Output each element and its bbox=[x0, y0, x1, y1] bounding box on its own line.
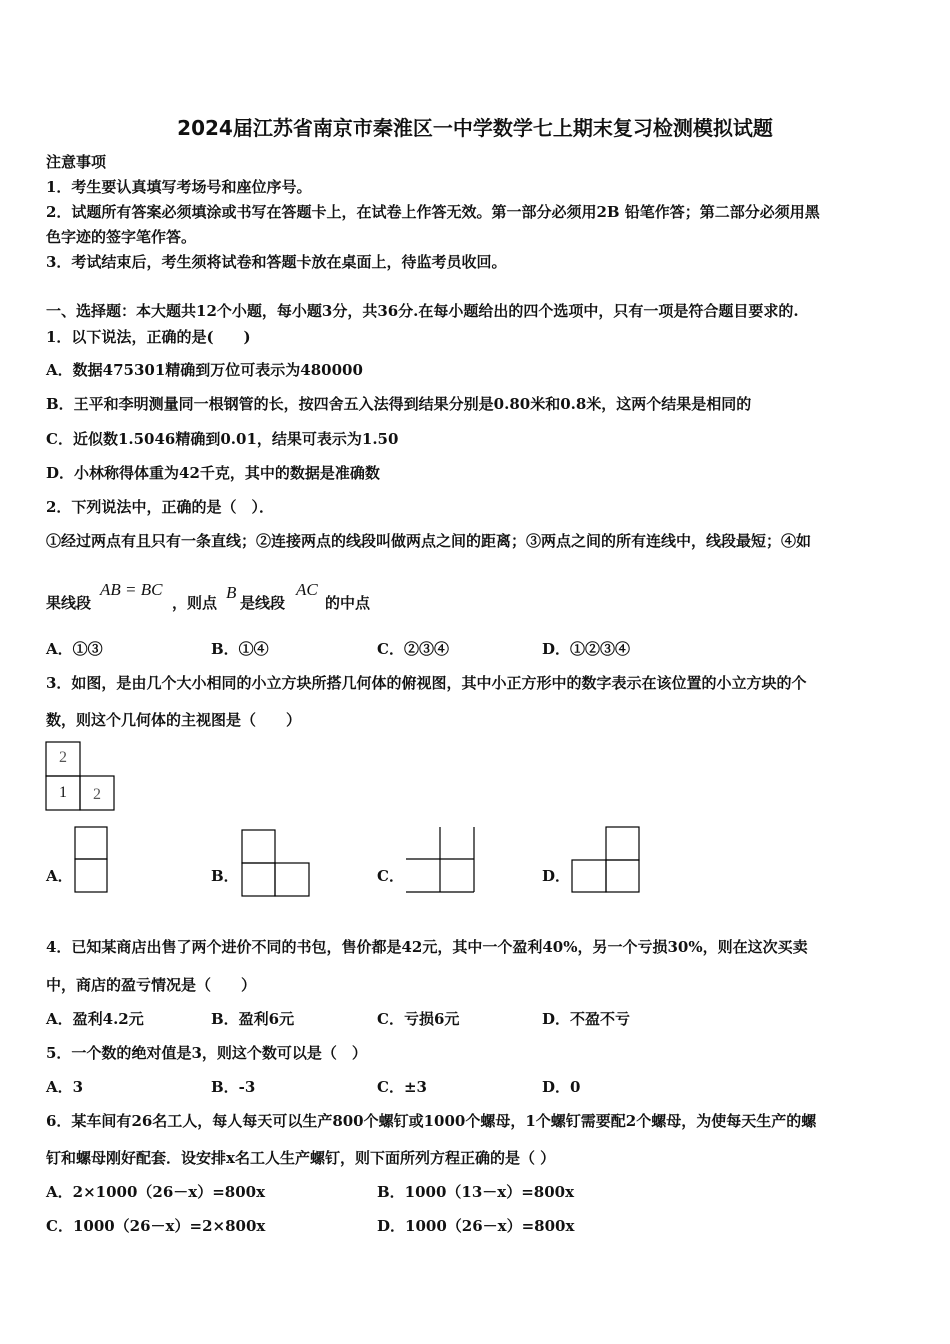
q3-option-b: B． bbox=[211, 867, 239, 885]
q6-option-d: D．1000（26－x）=800x bbox=[377, 1217, 575, 1235]
q5-option-b: B．-3 bbox=[211, 1078, 256, 1096]
q3-option-d: D． bbox=[542, 867, 571, 885]
math-ab-eq-bc: AB = BC bbox=[100, 580, 163, 599]
q6-option-a: A．2×1000（26－x）=800x bbox=[46, 1183, 266, 1201]
page-title: 2024届江苏省南京市秦淮区一中学数学七上期末复习检测模拟试题 bbox=[177, 116, 773, 140]
grid-cell-number: 1 bbox=[59, 784, 67, 801]
q2-option-c: C．②③④ bbox=[377, 640, 449, 658]
q2-option-d: D．①②③④ bbox=[542, 640, 631, 658]
q3-stem-line2: 数，则这个几何体的主视图是（ ） bbox=[46, 711, 302, 729]
notice-item: 3．考试结束后，考生须将试卷和答题卡放在桌面上，待监考员收回。 bbox=[46, 253, 507, 271]
q4-option-c: C．亏损6元 bbox=[377, 1010, 460, 1028]
q4-option-a: A．盈利4.2元 bbox=[46, 1010, 144, 1028]
q6-stem-line2: 钉和螺母刚好配套．设安排x名工人生产螺钉，则下面所列方程正确的是（ ） bbox=[46, 1149, 556, 1167]
q5-option-a: A．3 bbox=[46, 1078, 84, 1096]
grid-cell-number: 2 bbox=[59, 749, 67, 766]
q4-stem-line1: 4．已知某商店出售了两个进价不同的书包，售价都是42元，其中一个盈利40%，另一个亏损30%，则在这次买卖 bbox=[46, 938, 808, 956]
q2-stem: 2．下列说法中，正确的是（ ）． bbox=[46, 498, 274, 516]
q2-line2-d: 的中点 bbox=[325, 594, 371, 612]
q2-option-b: B．①④ bbox=[211, 640, 269, 658]
q3-option-a: A． bbox=[46, 867, 73, 885]
q6-stem-line1: 6．某车间有26名工人，每人每天可以生产800个螺钉或1000个螺母，1个螺钉需要配2个螺母，为使每天生产的螺 bbox=[46, 1112, 817, 1130]
q2-line2-c: 是线段 bbox=[240, 594, 286, 612]
q3-stem-line1: 3．如图，是由几个大小相同的小立方块所搭几何体的俯视图，其中小正方形中的数字表示在该位置的小立方块的个 bbox=[46, 674, 807, 692]
q2-line2-b: ，则点 bbox=[172, 594, 218, 612]
notice-item: 1．考生要认真填写考场号和座位序号。 bbox=[46, 178, 312, 196]
q2-line1: ①经过两点有且只有一条直线；②连接两点的线段叫做两点之间的距离；③两点之间的所有连线中，线段最短；④如 bbox=[46, 532, 812, 550]
q5-option-c: C．±3 bbox=[377, 1078, 427, 1096]
q1-option-b: B．王平和李明测量同一根钢管的长，按四舍五入法得到结果分别是0.80米和0.8米，这两个结果是相同的 bbox=[46, 395, 752, 413]
q4-option-b: B．盈利6元 bbox=[211, 1010, 295, 1028]
q4-stem-line2: 中，商店的盈亏情况是（ ） bbox=[46, 976, 257, 994]
q1-stem: 1．以下说法，正确的是( ) bbox=[46, 328, 251, 346]
q5-option-d: D．0 bbox=[542, 1078, 581, 1096]
q2-line2-a: 果线段 bbox=[46, 594, 92, 612]
math-b: B bbox=[226, 583, 237, 602]
q2-option-a: A．①③ bbox=[46, 640, 103, 658]
q1-option-a: A．数据475301精确到万位可表示为480000 bbox=[46, 361, 363, 379]
grid-cell-number: 2 bbox=[93, 786, 101, 803]
q5-stem: 5．一个数的绝对值是3，则这个数可以是（ ） bbox=[46, 1044, 367, 1062]
section-heading: 一、选择题：本大题共12个小题，每小题3分，共36分.在每小题给出的四个选项中，只有一项是符合题目要求的. bbox=[46, 302, 799, 320]
q1-option-c: C．近似数1.5046精确到0.01，结果可表示为1.50 bbox=[46, 430, 399, 448]
notice-item: 2．试题所有答案必须填涂或书写在答题卡上，在试卷上作答无效。第一部分必须用2B 铅笔作答；第二部分必须用黑 bbox=[46, 203, 820, 221]
q1-option-d: D．小林称得体重为42千克，其中的数据是准确数 bbox=[46, 464, 380, 482]
math-ac: AC bbox=[296, 580, 318, 599]
q6-option-c: C．1000（26－x）=2×800x bbox=[46, 1217, 266, 1235]
notice-heading: 注意事项 bbox=[46, 153, 107, 171]
notice-item: 色字迹的签字笔作答。 bbox=[46, 228, 197, 246]
q6-option-b: B．1000（13－x）=800x bbox=[377, 1183, 575, 1201]
q3-option-c: C． bbox=[377, 867, 404, 885]
q4-option-d: D．不盈不亏 bbox=[542, 1010, 631, 1028]
